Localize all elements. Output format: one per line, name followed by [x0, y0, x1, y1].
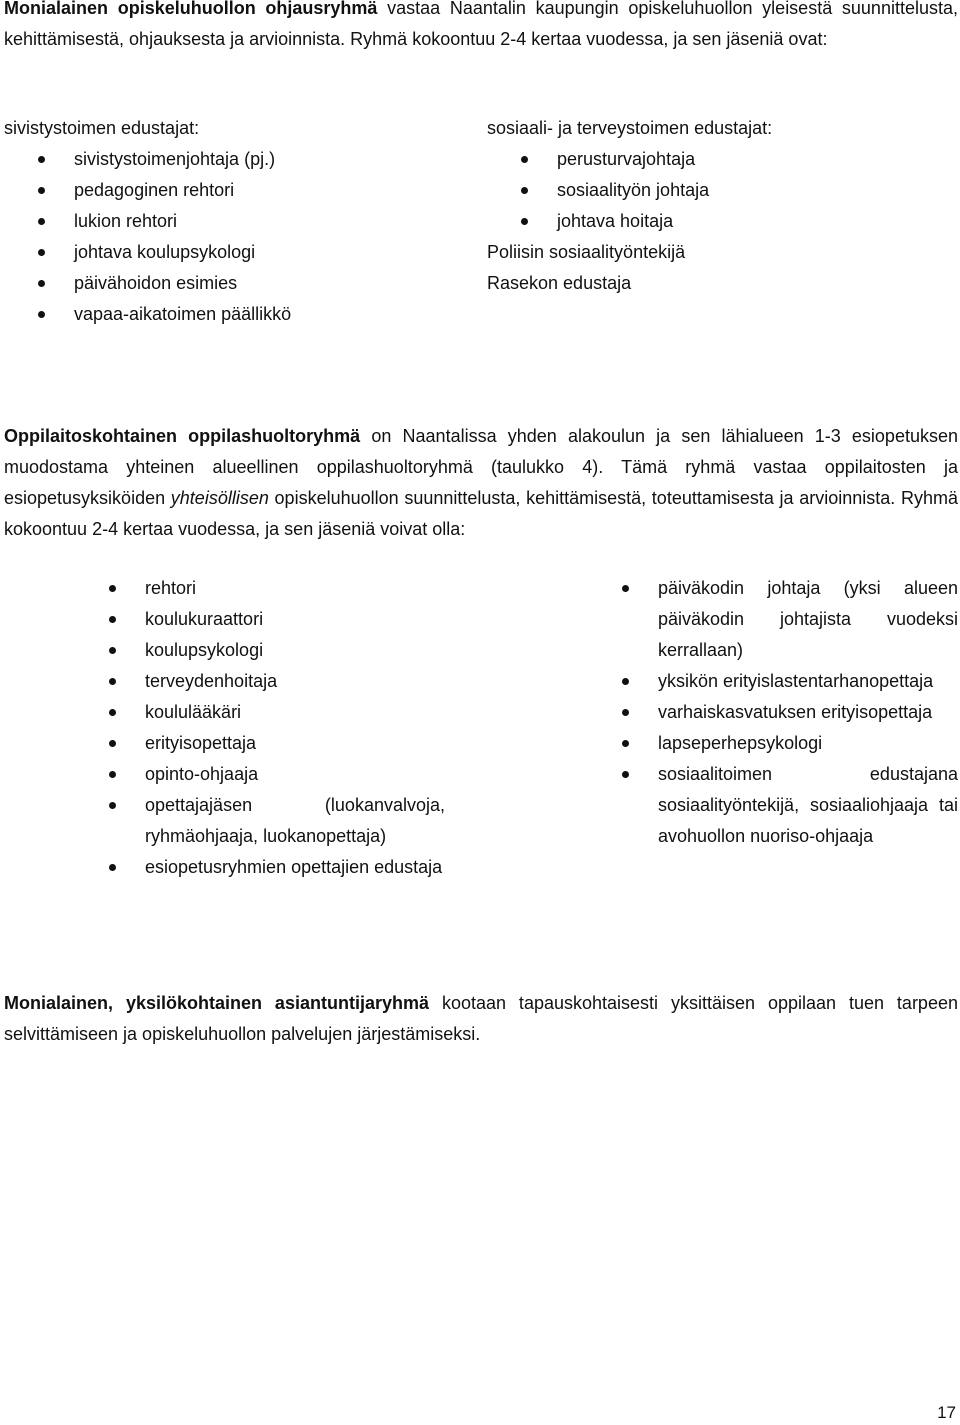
members-left-column [75, 573, 445, 883]
school-group-text: on Naantalissa yhden alakoulun ja sen lähialueen 1-3 esiopetuksen muodostama yhteinen alueellinen oppilashuoltoryhmä (taulukko 4). Tämä ryhmä vastaa oppilaitosten ja esiopetusyksiköiden [4, 426, 958, 508]
list-item: lukion rehtori [4, 206, 464, 237]
list-item: opinto-ohjaaja [75, 759, 445, 790]
list-item: sosiaalitoimen edustajana sosiaalityöntekijä, sosiaaliohjaaja tai avohuollon nuoriso-ohjaaja [588, 759, 958, 852]
list-item: opettajajäsen (luokanvalvoja, ryhmäohjaaja, luokanopettaja) [75, 790, 445, 852]
list-item: varhaiskasvatuksen erityisopettaja [588, 697, 958, 728]
education-representatives [4, 113, 464, 330]
list-item: johtava hoitaja [487, 206, 947, 237]
list-item: perusturvajohtaja [487, 144, 947, 175]
expert-group-paragraph [4, 988, 958, 1050]
education-list [4, 144, 464, 330]
steering-group-term: Monialainen opiskeluhuollon ohjausryhmä [4, 0, 378, 18]
education-heading: sivistystoimen edustajat: [4, 118, 200, 138]
expert-group-text: kootaan tapauskohtaisesti yksittäisen oppilaan tuen tarpeen selvittämiseen ja opiskeluhuollon palvelujen järjestämiseksi. [4, 993, 958, 1044]
members-right-list [588, 573, 958, 852]
page-number: 17 [937, 1403, 956, 1422]
intro-text: vastaa Naantalin kaupungin opiskeluhuollon yleisestä suunnittelusta, kehittämisestä, ohjauksesta ja arvioinnista. Ryhmä kokoontuu 2-4 kertaa vuodessa, ja sen jäseniä ovat: [4, 0, 958, 49]
list-item: yksikön erityislastentarhanopettaja [588, 666, 958, 697]
intro-paragraph [4, 0, 958, 55]
list-item: johtava koulupsykologi [4, 237, 464, 268]
members-right-column [588, 573, 958, 852]
raseko-representative: Rasekon edustaja [487, 273, 632, 293]
social-health-list [487, 144, 947, 237]
members-left-list [75, 573, 445, 883]
school-group-text-continued: opiskeluhuollon suunnittelusta, kehittämisestä, toteuttamisesta ja arvioinnista. Ryhmä kokoontuu 2-4 kertaa vuodessa, ja sen jäseniä voivat olla: [4, 488, 958, 539]
list-item: sivistystoimenjohtaja (pj.) [4, 144, 464, 175]
italic-term: yhteisöllisen [170, 488, 269, 508]
list-item: päiväkodin johtaja (yksi alueen päiväkodin johtajista vuodeksi kerrallaan) [588, 573, 958, 666]
list-item: rehtori [75, 573, 445, 604]
expert-group-term: Monialainen, yksilökohtainen asiantuntijaryhmä [4, 993, 429, 1013]
list-item: erityisopettaja [75, 728, 445, 759]
list-item: sosiaalityön johtaja [487, 175, 947, 206]
list-item: koululääkäri [75, 697, 445, 728]
school-group-paragraph [4, 421, 958, 545]
list-item: koulupsykologi [75, 635, 445, 666]
social-health-heading: sosiaali- ja terveystoimen edustajat: [487, 118, 773, 138]
police-social-worker: Poliisin sosiaalityöntekijä [487, 242, 686, 262]
social-health-representatives [487, 113, 947, 299]
list-item: lapseperhepsykologi [588, 728, 958, 759]
list-item: vapaa-aikatoimen päällikkö [4, 299, 464, 330]
list-item: pedagoginen rehtori [4, 175, 464, 206]
list-item: esiopetusryhmien opettajien edustaja [75, 852, 445, 883]
list-item: koulukuraattori [75, 604, 445, 635]
list-item: terveydenhoitaja [75, 666, 445, 697]
school-group-term: Oppilaitoskohtainen oppilashuoltoryhmä [4, 426, 361, 446]
list-item: päivähoidon esimies [4, 268, 464, 299]
